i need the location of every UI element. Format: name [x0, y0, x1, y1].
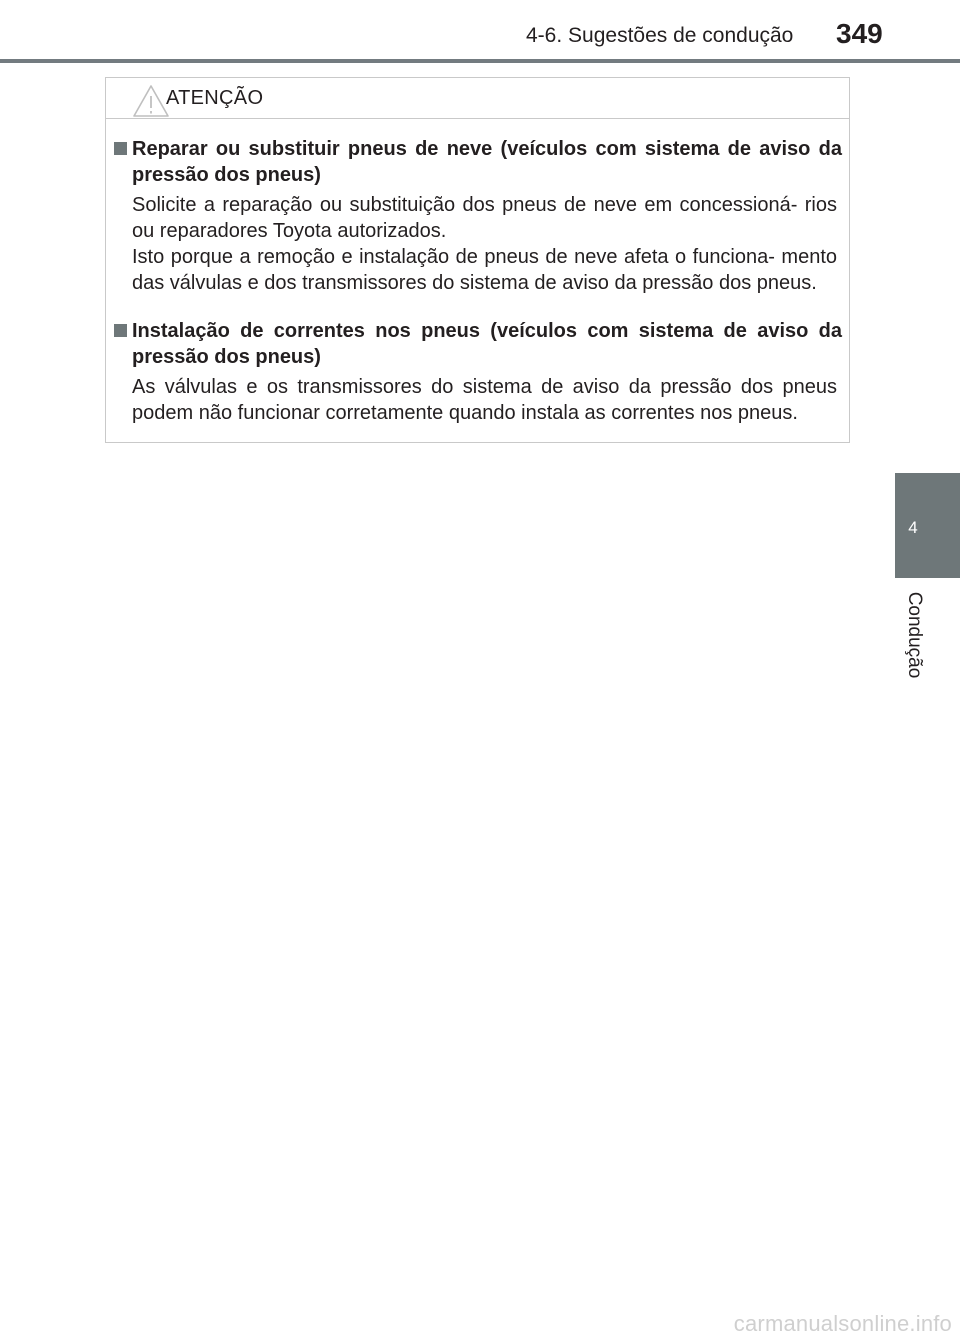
item-body	[132, 192, 837, 296]
warning-triangle-icon	[131, 83, 171, 119]
item-paragraph: Isto porque a remoção e instalação de pneus de neve afeta o funciona- mento das válvulas e dos transmissores do sistema de aviso da pressão dos pneus.	[132, 246, 837, 294]
warning-box	[105, 77, 850, 443]
square-bullet-icon	[114, 142, 127, 155]
header-rule	[0, 59, 960, 63]
chapter-label: Condução	[904, 591, 925, 679]
item-paragraph: As válvulas e os transmissores do sistema de aviso da pressão dos pneus podem não funcionar corretamente quando instala as correntes nos pneus.	[132, 376, 837, 424]
square-bullet-icon	[114, 324, 127, 337]
page-number: 349	[836, 18, 883, 49]
warning-header-divider	[106, 118, 849, 119]
item-paragraph: Solicite a reparação ou substituição dos pneus de neve em concessioná- rios ou reparadores Toyota autorizados.	[132, 194, 837, 242]
item-heading: Instalação de correntes nos pneus (veículos com sistema de aviso da pressão dos pneus)	[132, 320, 842, 368]
item-heading: Reparar ou substituir pneus de neve (veículos com sistema de aviso da pressão dos pneus)	[132, 138, 842, 186]
chapter-number: 4	[908, 518, 918, 537]
warning-title: ATENÇÃO	[166, 87, 264, 109]
section-title: 4-6. Sugestões de condução	[526, 24, 794, 47]
watermark: carmanualsonline.info	[733, 1311, 952, 1336]
item-body	[132, 374, 837, 426]
